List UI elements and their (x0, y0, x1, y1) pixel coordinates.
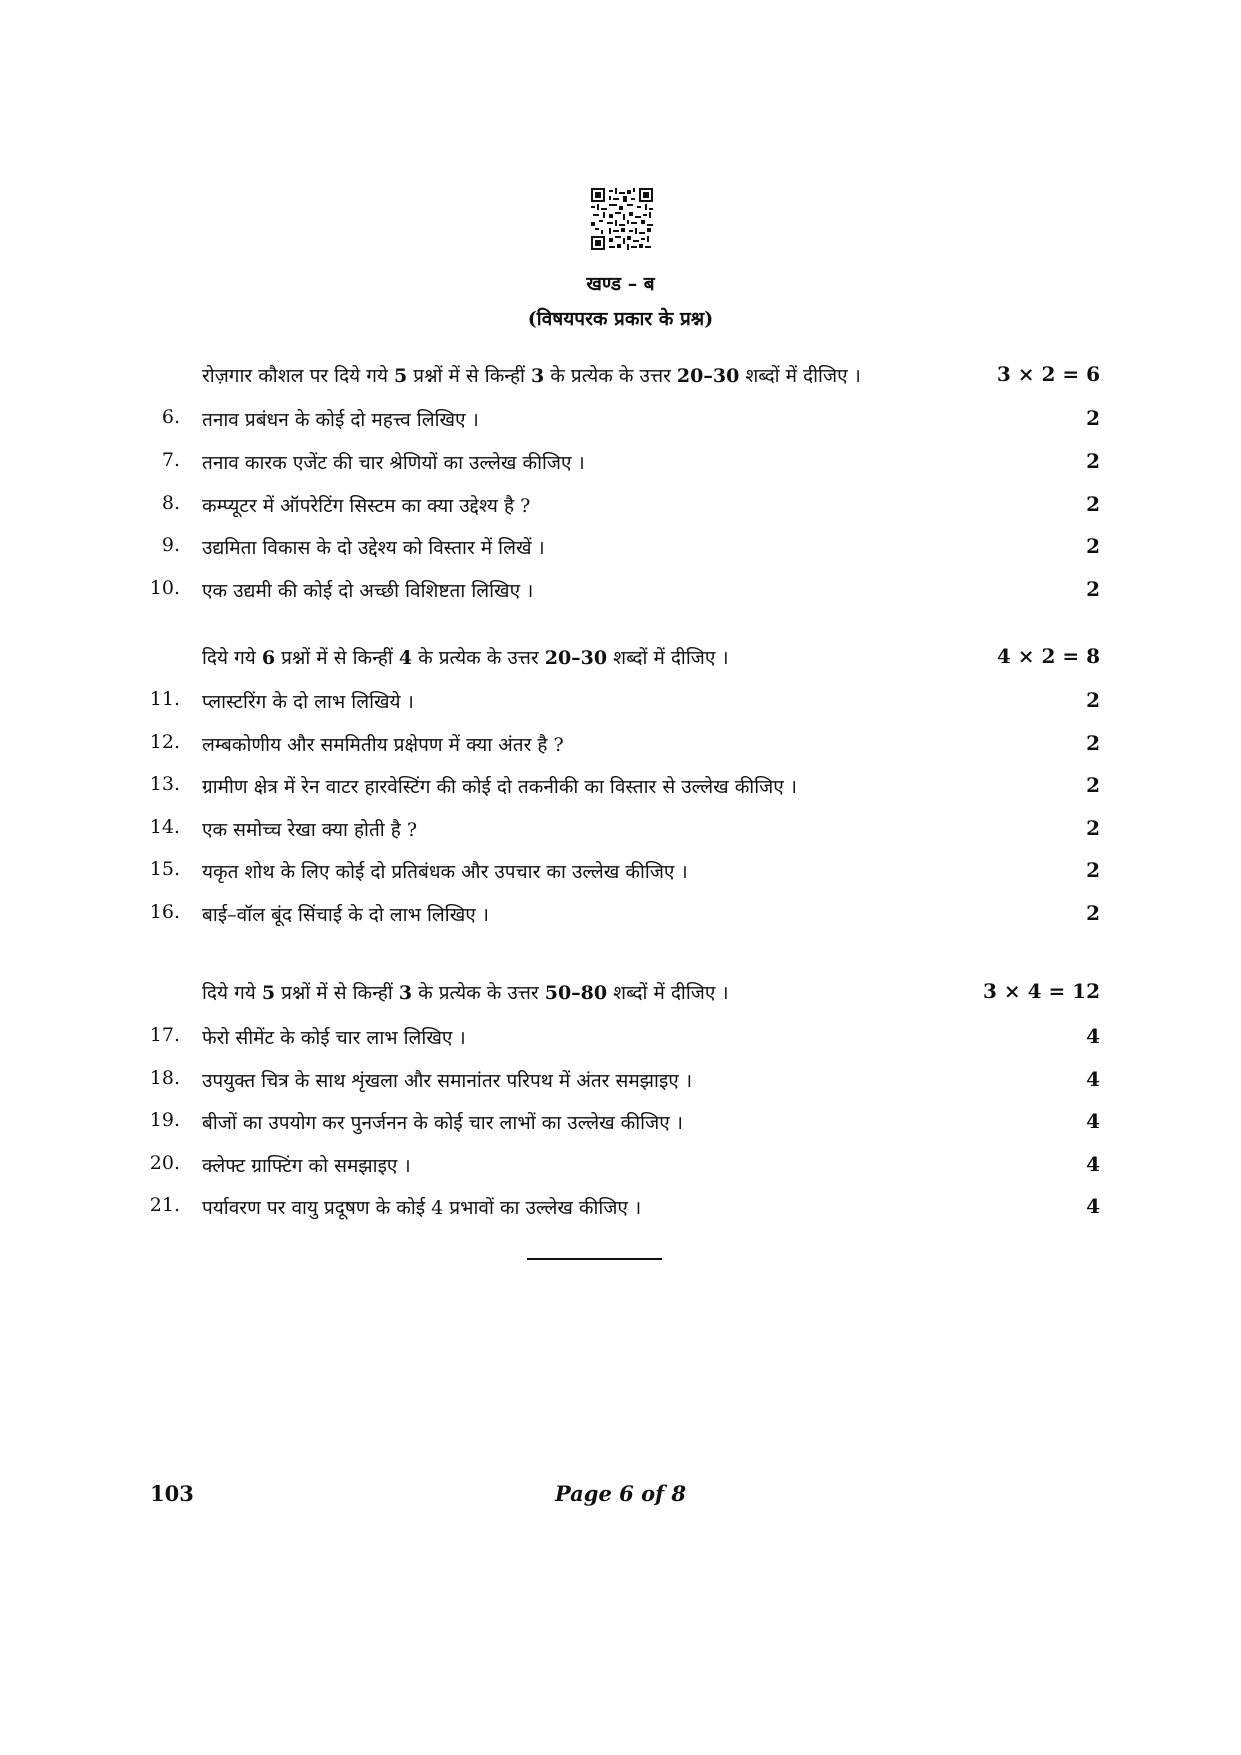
question-number: 12. (149, 731, 180, 753)
question-number: 18. (149, 1067, 180, 1089)
question-number: 7. (161, 449, 180, 471)
question-text: एक समोच्च रेखा क्या होती है ? (202, 819, 418, 841)
question-number: 19. (149, 1109, 180, 1131)
question-text: एक उद्यमी की कोई दो अच्छी विशिष्टता लिखिए । (202, 580, 534, 602)
question-text: क्लेफ्ट ग्राफ्टिंग को समझाइए । (202, 1155, 411, 1177)
section-title: खण्ड – ब (586, 273, 655, 295)
group-marks: 4 × 2 = 8 (996, 644, 1100, 668)
question-marks: 4 (1086, 1152, 1100, 1176)
question-marks: 4 (1086, 1067, 1100, 1091)
qr-code-icon (591, 188, 653, 250)
question-marks: 4 (1086, 1109, 1100, 1133)
question-number: 6. (161, 406, 180, 428)
question-text: उपयुक्त चित्र के साथ शृंखला और समानांतर परिपथ में अंतर समझाइए । (202, 1070, 693, 1092)
question-marks: 2 (1086, 406, 1100, 430)
question-marks: 4 (1086, 1024, 1100, 1048)
question-text: लम्बकोणीय और सममितीय प्रक्षेपण में क्या अंतर है ? (202, 734, 564, 756)
question-number: 8. (161, 492, 180, 514)
question-marks: 2 (1086, 731, 1100, 755)
section-subtitle: (विषयपरक प्रकार के प्रश्न) (527, 308, 714, 330)
question-marks: 2 (1086, 577, 1100, 601)
question-number: 9. (161, 534, 180, 556)
question-text: ग्रामीण क्षेत्र में रेन वाटर हारवेस्टिंग की कोई दो तकनीकी का विस्तार से उल्लेख कीजिए । (202, 776, 797, 798)
question-text: तनाव प्रबंधन के कोई दो महत्त्व लिखिए । (202, 409, 479, 431)
question-marks: 2 (1086, 534, 1100, 558)
question-text: उद्यमिता विकास के दो उद्देश्य को विस्तार में लिखें । (202, 537, 545, 559)
question-number: 10. (149, 577, 180, 599)
question-text: बीजों का उपयोग कर पुनर्जनन के कोई चार लाभों का उल्लेख कीजिए । (202, 1112, 683, 1134)
question-text: पर्यावरण पर वायु प्रदूषण के कोई 4 प्रभावों का उल्लेख कीजिए । (202, 1197, 642, 1219)
paper-code: 103 (150, 1481, 194, 1506)
question-text: यकृत शोथ के लिए कोई दो प्रतिबंधक और उपचार का उल्लेख कीजिए । (202, 861, 688, 883)
page-number: Page 6 of 8 (554, 1481, 687, 1506)
question-text: कम्प्यूटर में ऑपरेटिंग सिस्टम का क्या उद्देश्य है ? (202, 495, 531, 517)
question-number: 15. (149, 858, 180, 880)
question-number: 17. (149, 1024, 180, 1046)
question-number: 11. (149, 688, 180, 710)
question-number: 21. (149, 1194, 180, 1216)
question-text: फेरो सीमेंट के कोई चार लाभ लिखिए । (202, 1027, 466, 1049)
question-marks: 2 (1086, 449, 1100, 473)
question-number: 14. (149, 816, 180, 838)
question-text: बाई–वॉल बूंद सिंचाई के दो लाभ लिखिए । (202, 904, 489, 926)
group-instruction: दिये गये 5 प्रश्नों में से किन्हीं 3 के प्रत्येक के उत्तर 50–80 शब्दों में दीजिए । (202, 982, 729, 1004)
question-marks: 2 (1086, 492, 1100, 516)
question-marks: 2 (1086, 858, 1100, 882)
group-marks: 3 × 4 = 12 (982, 979, 1100, 1003)
question-marks: 2 (1086, 688, 1100, 712)
end-divider (527, 1258, 662, 1260)
question-marks: 4 (1086, 1194, 1100, 1218)
group-instruction: रोज़गार कौशल पर दिये गये 5 प्रश्नों में से किन्हीं 3 के प्रत्येक के उत्तर 20–30 शब्दों में दीजिए । (202, 365, 861, 387)
question-marks: 2 (1086, 816, 1100, 840)
question-number: 13. (149, 773, 180, 795)
question-number: 16. (149, 901, 180, 923)
group-instruction: दिये गये 6 प्रश्नों में से किन्हीं 4 के प्रत्येक के उत्तर 20–30 शब्दों में दीजिए । (202, 647, 729, 669)
question-text: तनाव कारक एजेंट की चार श्रेणियों का उल्लेख कीजिए । (202, 452, 585, 474)
group-marks: 3 × 2 = 6 (996, 362, 1100, 386)
question-marks: 2 (1086, 773, 1100, 797)
question-marks: 2 (1086, 901, 1100, 925)
question-number: 20. (149, 1152, 180, 1174)
question-text: प्लास्टरिंग के दो लाभ लिखिये । (202, 691, 414, 713)
